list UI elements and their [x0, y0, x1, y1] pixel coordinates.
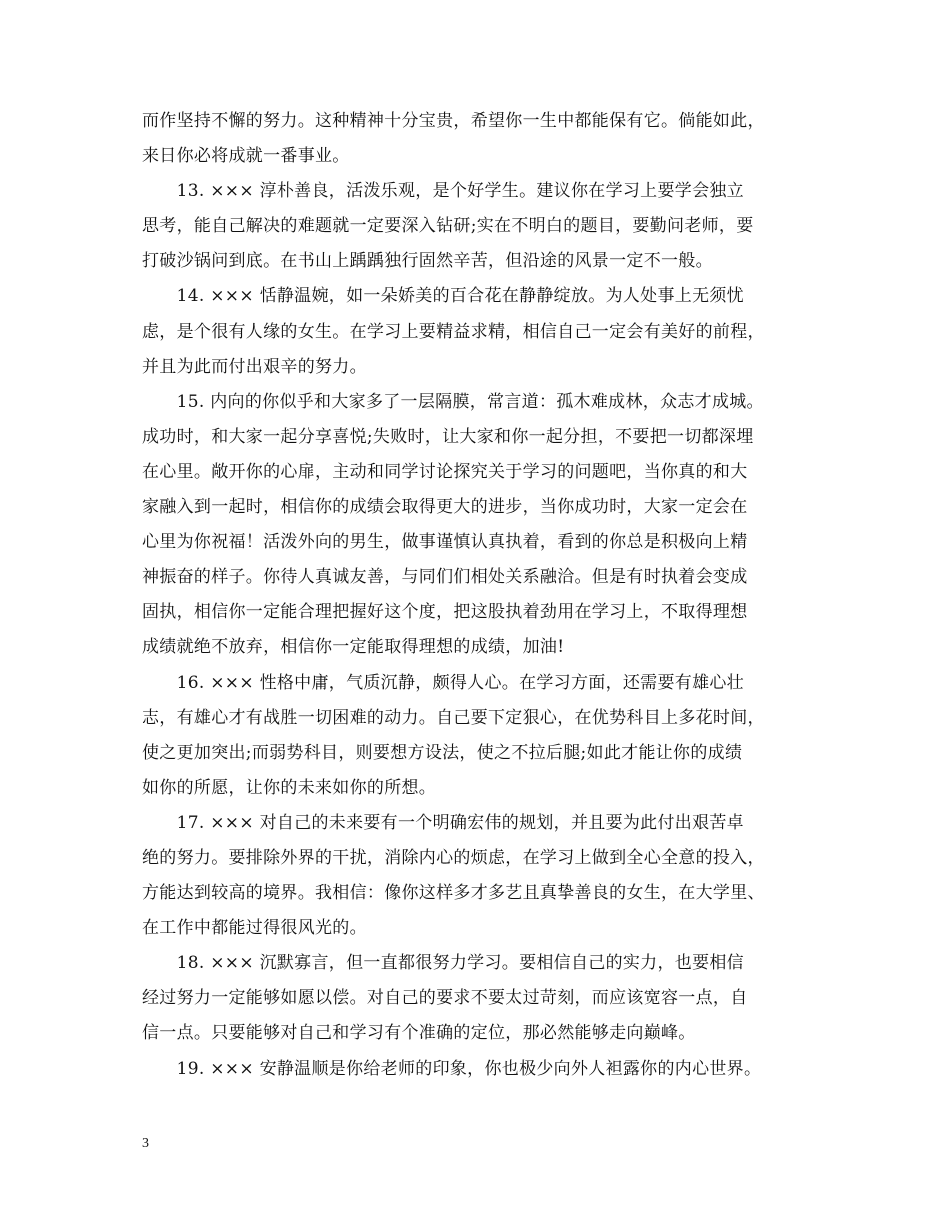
text-line: 19. ××× 安静温顺是你给老师的印象，你也极少向外人袒露你的内心世界。	[142, 1058, 762, 1079]
text-line: 固执，相信你一定能合理把握好这个度，把这股执着劲用在学习上，不取得理想	[142, 602, 748, 623]
text-line: 如你的所愿，让你的未来如你的所想。	[142, 777, 437, 798]
text-line: 在心里。敞开你的心扉，主动和同学讨论探究关于学习的问题吧，当你真的和大	[142, 461, 748, 482]
text-line: 神振奋的样子。你待人真诚友善，与同们们相处关系融洽。但是有时执着会变成	[142, 567, 748, 588]
text-line: 18. ××× 沉默寡言，但一直都很努力学习。要相信自己的实力，也要相信	[142, 953, 744, 974]
text-line: 并且为此而付出艰辛的努力。	[142, 356, 367, 377]
text-line: 15. 内向的你似乎和大家多了一层隔膜，常言道：孤木难成林，众志才成城。	[142, 391, 764, 412]
page-number: 3	[142, 1136, 149, 1151]
text-line: 16. ××× 性格中庸，气质沉静，颇得人心。在学习方面，还需要有雄心壮	[142, 672, 744, 693]
text-line: 家融入到一起时，相信你的成绩会取得更大的进步，当你成功时，大家一定会在	[142, 497, 748, 518]
text-line: 17. ××× 对自己的未来要有一个明确宏伟的规划，并且要为此付出艰苦卓	[142, 812, 744, 833]
text-line: 经过努力一定能够如愿以偿。对自己的要求不要太过苛刻，而应该宽容一点，自	[142, 988, 748, 1009]
body-text	[142, 111, 832, 1094]
text-line: 在工作中都能过得很风光的。	[142, 918, 367, 939]
text-line: 13. ××× 淳朴善良，活泼乐观，是个好学生。建议你在学习上要学会独立	[142, 181, 744, 202]
text-line: 心里为你祝福！活泼外向的男生，做事谨慎认真执着，看到的你总是积极向上精	[142, 532, 748, 553]
text-line: 打破沙锅问到底。在书山上踽踽独行固然辛苦，但沿途的风景一定不一般。	[142, 251, 713, 272]
text-line: 而作坚持不懈的努力。这种精神十分宝贵，希望你一生中都能保有它。倘能如此，	[142, 111, 765, 131]
text-line: 绝的努力。要排除外界的干扰，消除内心的烦虑，在学习上做到全心全意的投入，	[142, 847, 765, 868]
text-line: 信一点。只要能够对自己和学习有个准确的定位，那必然能够走向巅峰。	[142, 1023, 696, 1044]
text-line: 志，有雄心才有战胜一切困难的动力。自己要下定狠心，在优势科目上多花时间，	[142, 707, 765, 728]
text-line: 思考，能自己解决的难题就一定要深入钻研;实在不明白的题目，要勤问老师，要	[142, 216, 754, 237]
text-line: 使之更加突出;而弱势科目，则要想方设法，使之不拉后腿;如此才能让你的成绩	[142, 742, 743, 763]
text-line: 14. ××× 恬静温婉，如一朵娇美的百合花在静静绽放。为人处事上无须忧	[142, 286, 744, 307]
text-line: 成绩就绝不放弃，相信你一定能取得理想的成绩，加油!	[142, 637, 565, 658]
text-line: 来日你必将成就一番事业。	[142, 146, 350, 167]
text-line: 方能达到较高的境界。我相信：像你这样多才多艺且真挚善良的女生，在大学里、	[142, 883, 765, 904]
text-line: 虑，是个很有人缘的女生。在学习上要精益求精，相信自己一定会有美好的前程，	[142, 321, 765, 342]
text-line: 成功时，和大家一起分享喜悦;失败时，让大家和你一起分担，不要把一切都深埋	[142, 426, 754, 447]
